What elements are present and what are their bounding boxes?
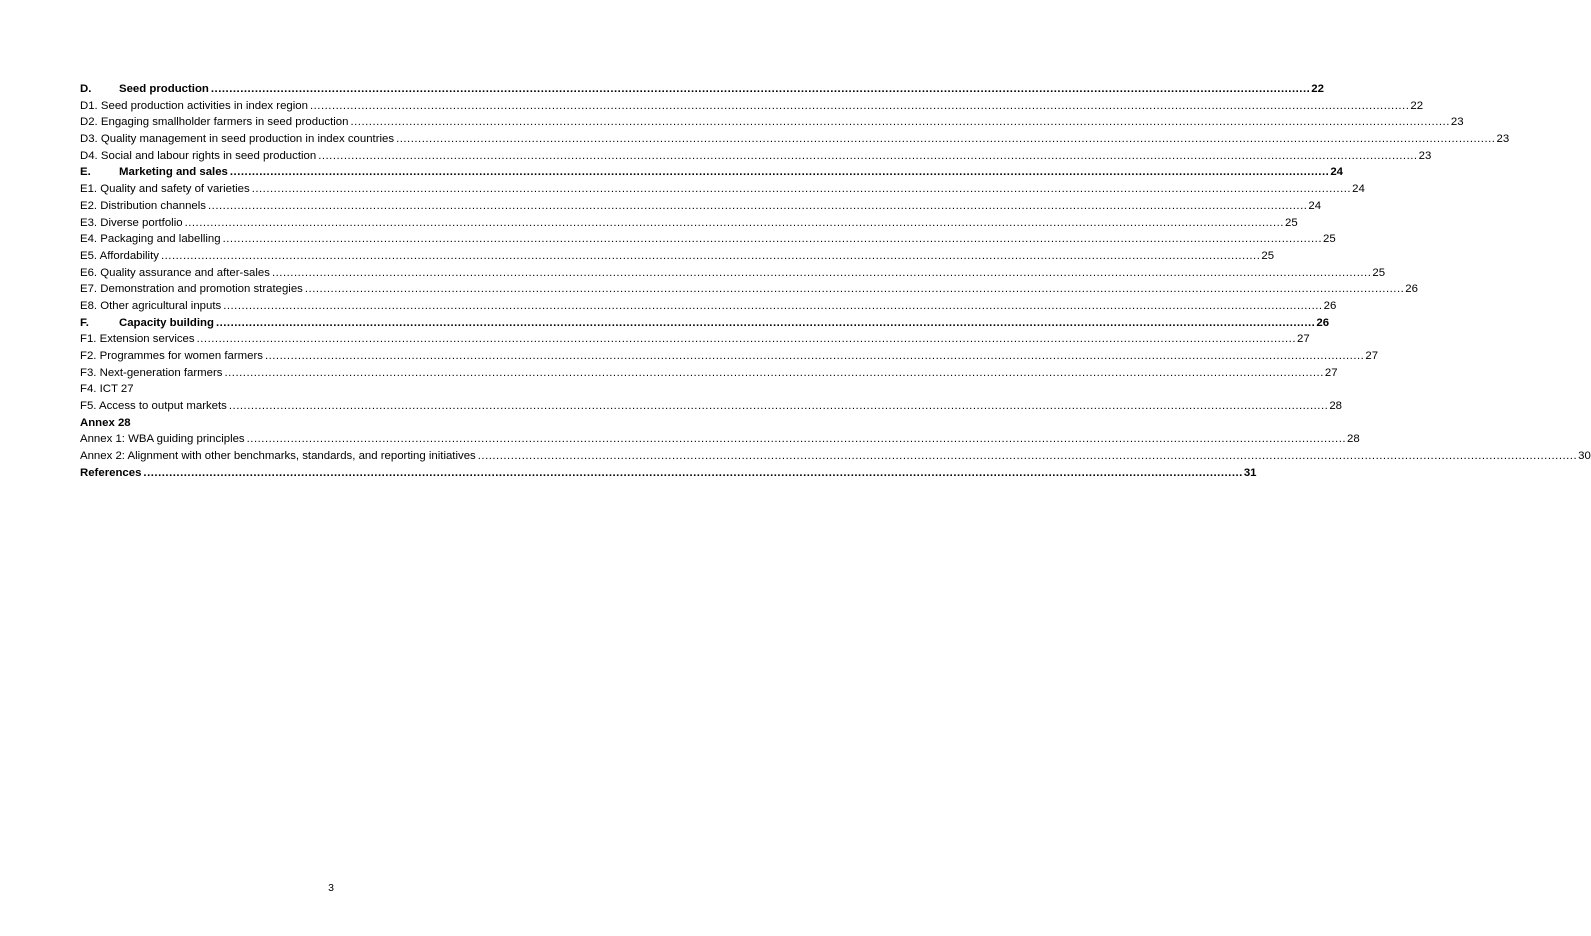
toc-entry-title: References xyxy=(80,466,142,479)
toc-entry-label xyxy=(80,164,228,181)
toc-entry-title: Annex 28 xyxy=(80,416,131,429)
table-of-contents xyxy=(80,81,1591,482)
toc-entry-title: D4. Social and labour rights in seed production xyxy=(80,149,317,162)
toc-entry[interactable] xyxy=(80,81,1324,98)
toc-entry-title: E5. Affordability xyxy=(80,249,159,262)
toc-entry[interactable] xyxy=(80,131,1510,148)
toc-dot-leader: ............................................................................................................................................................................................................................................................................................................ xyxy=(304,283,1405,296)
toc-entry[interactable] xyxy=(80,431,1360,448)
toc-page-number: 25 xyxy=(1372,266,1386,279)
toc-dot-leader: ............................................................................................................................................................................................................................................................................................................ xyxy=(210,83,1311,95)
toc-entry-label xyxy=(80,198,206,215)
toc-dot-leader: ............................................................................................................................................................................................................................................................................................................ xyxy=(396,133,1496,146)
toc-entry-label xyxy=(80,215,183,232)
toc-entry-title: E7. Demonstration and promotion strategies xyxy=(80,283,303,296)
toc-section-letter: F. xyxy=(80,316,89,329)
toc-entry[interactable] xyxy=(80,198,1322,215)
toc-entry-title: E6. Quality assurance and after-sales xyxy=(80,266,270,279)
toc-dot-leader: ............................................................................................................................................................................................................................................................................................................ xyxy=(143,466,1243,479)
toc-entry-label xyxy=(80,148,316,165)
toc-entry-label xyxy=(80,415,131,432)
toc-page-number: 31 xyxy=(1243,466,1257,479)
toc-dot-leader: ............................................................................................................................................................................................................................................................................................................ xyxy=(222,233,1323,246)
toc-dot-leader: ............................................................................................................................................................................................................................................................................................................ xyxy=(228,400,1329,413)
toc-entry[interactable] xyxy=(80,164,1343,181)
toc-page-number: 24 xyxy=(1330,166,1343,179)
toc-dot-leader: ............................................................................................................................................................................................................................................................................................................ xyxy=(196,333,1297,346)
page-number: 3 xyxy=(328,882,334,894)
toc-page-number: 28 xyxy=(1347,433,1360,446)
toc-entry-title: Seed production xyxy=(119,83,209,95)
toc-entry-title: E1. Quality and safety of varieties xyxy=(80,183,250,196)
toc-page-number: 27 xyxy=(1365,350,1379,362)
toc-page-number: 24 xyxy=(1308,199,1322,212)
toc-entry[interactable] xyxy=(80,181,1365,198)
toc-page-number: 23 xyxy=(1418,149,1432,162)
toc-entry-title: D3. Quality management in seed production in index countries xyxy=(80,133,395,146)
toc-entry[interactable] xyxy=(80,381,582,398)
toc-entry[interactable] xyxy=(80,148,1432,165)
toc-entry-title: D1. Seed production activities in index region xyxy=(80,99,308,112)
toc-entry-title: Marketing and sales xyxy=(119,166,228,179)
toc-page-number: 27 xyxy=(1297,333,1310,346)
toc-dot-leader: ............................................................................................................................................................................................................................................................................................................ xyxy=(160,249,1261,262)
toc-page-number: 23 xyxy=(1450,116,1464,129)
toc-page-number: 28 xyxy=(1329,400,1342,413)
toc-page-number: 26 xyxy=(1316,316,1330,329)
toc-dot-leader: ............................................................................................................................................................................................................................................................................................................ xyxy=(246,433,1347,446)
toc-entry-label xyxy=(80,281,303,298)
toc-entry-label xyxy=(80,298,221,315)
toc-entry-title: E2. Distribution channels xyxy=(80,199,206,212)
toc-entry-label xyxy=(80,431,245,448)
toc-entry[interactable] xyxy=(80,248,1275,265)
toc-entry-label xyxy=(80,231,221,248)
toc-entry[interactable] xyxy=(80,398,1342,415)
toc-entry-label xyxy=(80,398,227,415)
toc-page-number: 23 xyxy=(1496,133,1510,146)
toc-dot-leader: ............................................................................................................................................................................................................................................................................................................ xyxy=(318,149,1418,162)
toc-entry-label xyxy=(80,365,222,382)
toc-entry-title: F2. Programmes for women farmers xyxy=(80,350,263,362)
toc-entry-label xyxy=(80,98,308,115)
toc-page-number: 22 xyxy=(1311,83,1324,95)
toc-entry-title: Capacity building xyxy=(119,316,214,329)
toc-entry-label xyxy=(80,131,394,148)
toc-entry-title: F5. Access to output markets xyxy=(80,400,227,413)
toc-dot-leader: ............................................................................................................................................................................................................................................................................................................ xyxy=(223,299,1323,312)
toc-entry[interactable] xyxy=(80,98,1424,115)
toc-page-number: 25 xyxy=(1261,249,1275,262)
toc-entry-label xyxy=(80,348,263,365)
toc-entry-title: F3. Next-generation farmers xyxy=(80,366,223,379)
toc-entry[interactable] xyxy=(80,298,1337,315)
toc-entry[interactable] xyxy=(80,365,1338,382)
toc-page-number: 24 xyxy=(1352,183,1365,196)
toc-entry-title: F1. Extension services xyxy=(80,333,195,346)
toc-entry[interactable] xyxy=(80,331,1310,348)
toc-entry[interactable] xyxy=(80,231,1336,248)
toc-dot-leader: ............................................................................................................................................................................................................................................................................................................ xyxy=(350,116,1450,129)
toc-dot-leader: ............................................................................................................................................................................................................................................................................................................ xyxy=(271,266,1372,279)
toc-entry-label xyxy=(80,114,348,131)
toc-dot-leader: ............................................................................................................................................................................................................................................................................................................ xyxy=(229,166,1330,179)
toc-entry-title: Annex 1: WBA guiding principles xyxy=(80,433,245,446)
toc-entry[interactable] xyxy=(80,215,1298,232)
toc-dot-leader: ............................................................................................................................................................................................................................................................................................................ xyxy=(208,199,1308,212)
toc-entry-title: E4. Packaging and labelling xyxy=(80,233,221,246)
toc-entry-label xyxy=(80,265,270,282)
toc-entry-label xyxy=(80,381,134,398)
toc-entry-title: F4. ICT 27 xyxy=(80,383,134,396)
toc-page-number: 26 xyxy=(1405,283,1418,296)
toc-entry-title: E8. Other agricultural inputs xyxy=(80,299,222,312)
toc-dot-leader: ............................................................................................................................................................................................................................................................................................................ xyxy=(224,366,1324,379)
toc-entry[interactable] xyxy=(80,281,1418,298)
toc-dot-leader: ............................................................................................................................................................................................................................................................................................................ xyxy=(215,316,1316,329)
toc-entry[interactable] xyxy=(80,114,1464,131)
toc-entry[interactable] xyxy=(80,465,1257,482)
toc-page-number: 30 xyxy=(1578,450,1591,463)
toc-entry-title: D2. Engaging smallholder farmers in seed production xyxy=(80,116,349,129)
toc-section-letter: D. xyxy=(80,83,92,95)
toc-dot-leader: ............................................................................................................................................................................................................................................................................................................ xyxy=(264,350,1365,362)
toc-entry[interactable] xyxy=(80,265,1386,282)
toc-dot-leader: ............................................................................................................................................................................................................................................................................................................ xyxy=(251,183,1352,196)
toc-entry-label xyxy=(80,181,250,198)
toc-entry-title: E3. Diverse portfolio xyxy=(80,216,183,229)
toc-entry-label xyxy=(80,448,476,465)
toc-dot-leader: ............................................................................................................................................................................................................................................................................................................ xyxy=(309,99,1410,112)
toc-section-letter: E. xyxy=(80,166,91,179)
toc-page-number: 26 xyxy=(1323,299,1337,312)
toc-entry-title: Annex 2: Alignment with other benchmarks, standards, and reporting initiatives xyxy=(80,450,476,463)
toc-page-number: 22 xyxy=(1410,99,1424,112)
toc-entry-label xyxy=(80,331,195,348)
toc-page-number: 27 xyxy=(1324,366,1338,379)
toc-dot-leader: ............................................................................................................................................................................................................................................................................................................ xyxy=(184,216,1284,229)
toc-entry-label xyxy=(80,465,141,482)
toc-entry-label xyxy=(80,315,214,332)
toc-page-number: 25 xyxy=(1323,233,1336,246)
toc-dot-leader: ............................................................................................................................................................................................................................................................................................................ xyxy=(477,450,1578,463)
toc-entry[interactable] xyxy=(80,315,1330,332)
toc-page-number: 25 xyxy=(1284,216,1298,229)
toc-entry-label xyxy=(80,81,209,98)
toc-entry[interactable] xyxy=(80,415,582,432)
toc-entry[interactable] xyxy=(80,448,1591,465)
toc-entry-label xyxy=(80,248,159,265)
toc-entry[interactable] xyxy=(80,348,1379,365)
